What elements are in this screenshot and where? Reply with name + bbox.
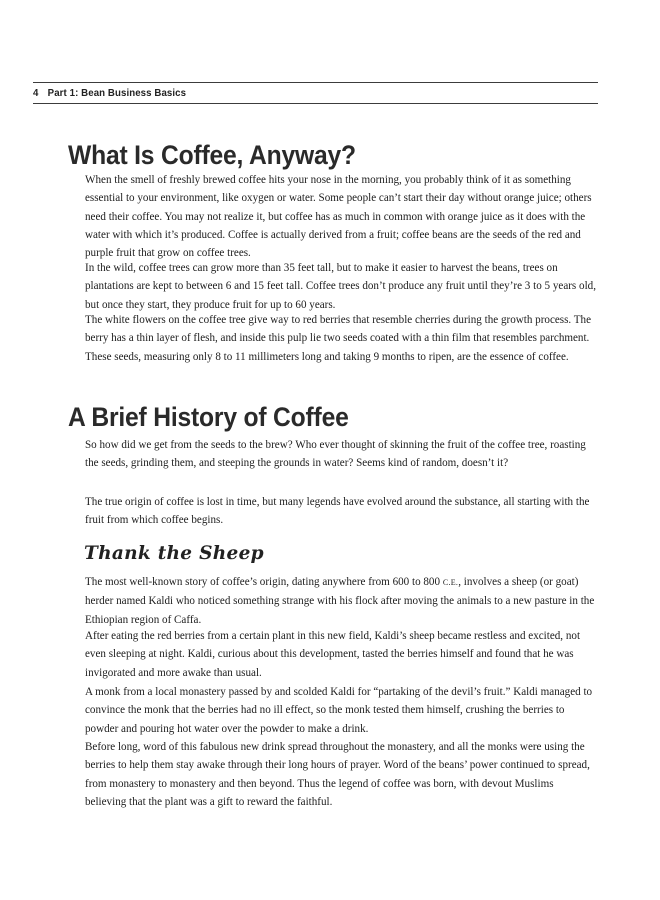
section-heading-what-is-coffee: What Is Coffee, Anyway? xyxy=(68,140,356,170)
era-abbreviation: C.E. xyxy=(442,578,459,587)
body-paragraph: So how did we get from the seeds to the brew? Who ever thought of skinning the fruit of the coffee tree, roasting the seeds, grinding them, and steeping the grounds in water? Seems kind of random, doesn’t it? xyxy=(85,439,586,470)
header-bottom-rule xyxy=(33,103,598,104)
paragraph-text: The most well-known story of coffee’s origin, dating anywhere from 600 to 800 xyxy=(85,576,443,588)
body-paragraph: Before long, word of this fabulous new drink spread throughout the monastery, and all the monks were using the berries to help them stay awake through their long hours of prayer. Word of the beans’ power continued to spread, from monastery to monastery and then beyond. Thus the legend of coffee was born, with devout Muslims believing that the plant was a gift to reward the faithful. xyxy=(85,741,590,808)
body-paragraph: In the wild, coffee trees can grow more than 35 feet tall, but to make it easier to harvest the beans, trees on plantations are kept to between 6 and 15 feet tall. Coffee trees don’t produce any fruit until they’re 3 to 5 years old, but once they start, they produce fruit for up to 60 years. xyxy=(85,262,596,311)
body-paragraph: After eating the red berries from a certain plant in this new field, Kaldi’s sheep became restless and excited, not even sleeping at night. Kaldi, curious about this development, tasted the berries himself and found that he was invigorated and more awake than usual. xyxy=(85,630,581,679)
paragraph-text: , involves a sheep (or goat) herder named Kaldi who noticed something strange with his flock after moving the animals to a new pasture in the Ethiopian region of Caffa. xyxy=(85,576,595,626)
body-paragraph xyxy=(85,573,597,629)
header-top-rule xyxy=(33,82,598,83)
subsection-heading-thank-the-sheep: Thank the Sheep xyxy=(84,543,264,564)
running-head-text xyxy=(33,87,186,99)
body-paragraph: The white flowers on the coffee tree give way to red berries that resemble cherries during the growth process. The berry has a thin layer of flesh, and inside this pulp lie two seeds coated with a thin film that resembles parchment. These seeds, measuring only 8 to 11 millimeters long and taking 9 months to ripen, are the essence of coffee. xyxy=(85,314,592,363)
body-paragraph: When the smell of freshly brewed coffee hits your nose in the morning, you probably think of it as something essential to your environment, like oxygen or water. Some people can’t start their day without orange juice; others need their coffee. You may not realize it, but coffee has as much in common with orange juice as it does with the water with which it’s produced. Coffee is actually derived from a fruit; coffee beans are the seeds of the red and purple fruit that grow on coffee trees. xyxy=(85,174,592,260)
part-title: Part 1: Bean Business Basics xyxy=(47,87,187,99)
body-paragraph: A monk from a local monastery passed by and scolded Kaldi for “partaking of the devil’s fruit.” Kaldi managed to convince the monk that the berries had no ill effect, so the monk tested them himself, crushing the berries to powder and pouring hot water over the powder to make a drink. xyxy=(85,686,593,735)
running-head xyxy=(33,82,598,104)
section-heading-brief-history: A Brief History of Coffee xyxy=(68,402,349,432)
body-paragraph: The true origin of coffee is lost in time, but many legends have evolved around the substance, all starting with the fruit from which coffee begins. xyxy=(85,496,590,527)
page-number: 4 xyxy=(33,87,39,99)
